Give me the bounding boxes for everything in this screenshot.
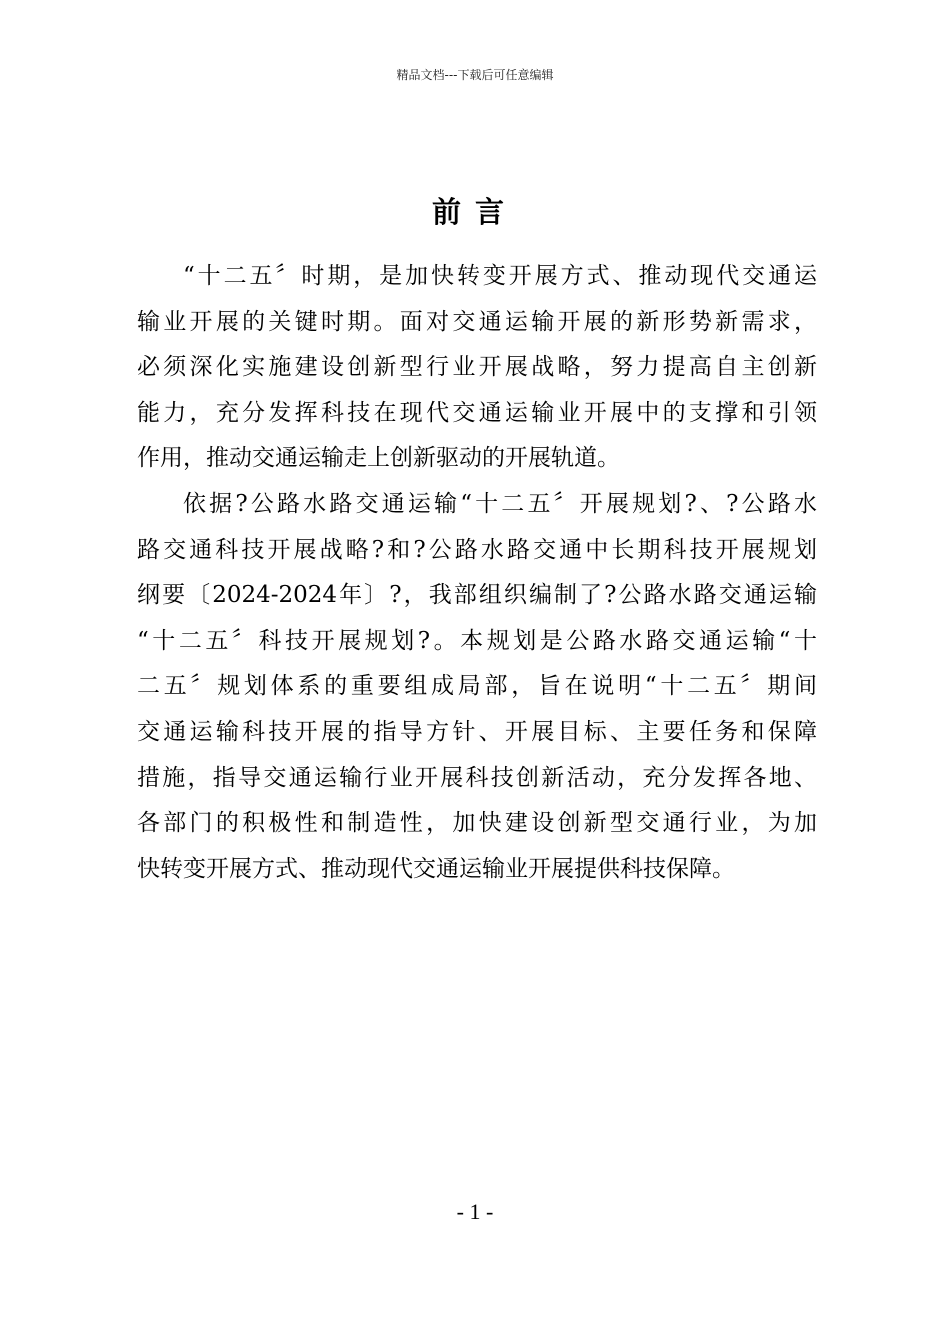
paragraph-line: 依据?公路水路交通运输“十二五〞开展规划?、?公路水 xyxy=(183,490,817,517)
paragraph-line: 二五〞规划体系的重要组成局部，旨在说明“十二五〞期间 xyxy=(137,673,817,700)
page-number: - 1 - xyxy=(456,1199,494,1224)
paragraph-1 xyxy=(137,254,817,482)
paragraph-line: 纲要〔2024-2024年〕?，我部组织编制了?公路水路交通运输 xyxy=(137,582,817,609)
paragraph-line: 措施，指导交通运输行业开展科技创新活动，充分发挥各地、 xyxy=(137,764,817,791)
paragraph-line: 作用，推动交通运输走上创新驱动的开展轨道。 xyxy=(137,445,620,472)
paragraph-line: 快转变开展方式、推动现代交通运输业开展提供科技保障。 xyxy=(137,855,735,882)
paragraph-line: 各部门的积极性和制造性，加快建设创新型交通行业，为加 xyxy=(137,810,817,837)
paragraph-line: “十二五〞时期，是加快转变开展方式、推动现代交通运 xyxy=(183,263,817,289)
paragraph-2 xyxy=(137,482,817,892)
paragraph-line: 输业开展的关键时期。面对交通运输开展的新形势新需求， xyxy=(137,308,817,335)
header-note: 精品文档---下载后可任意编辑 xyxy=(396,68,554,82)
page-title: 前言 xyxy=(431,195,518,229)
paragraph-line: 能力，充分发挥科技在现代交通运输业开展中的支撑和引领 xyxy=(137,399,817,426)
paragraph-line: “十二五〞科技开展规划?。本规划是公路水路交通运输“十 xyxy=(137,627,817,654)
paragraph-line: 交通运输科技开展的指导方针、开展目标、主要任务和保障 xyxy=(137,718,817,745)
paragraph-line: 路交通科技开展战略?和?公路水路交通中长期科技开展规划 xyxy=(137,536,817,563)
document-body xyxy=(137,254,817,892)
paragraph-line: 必须深化实施建设创新型行业开展战略，努力提高自主创新 xyxy=(137,354,817,381)
